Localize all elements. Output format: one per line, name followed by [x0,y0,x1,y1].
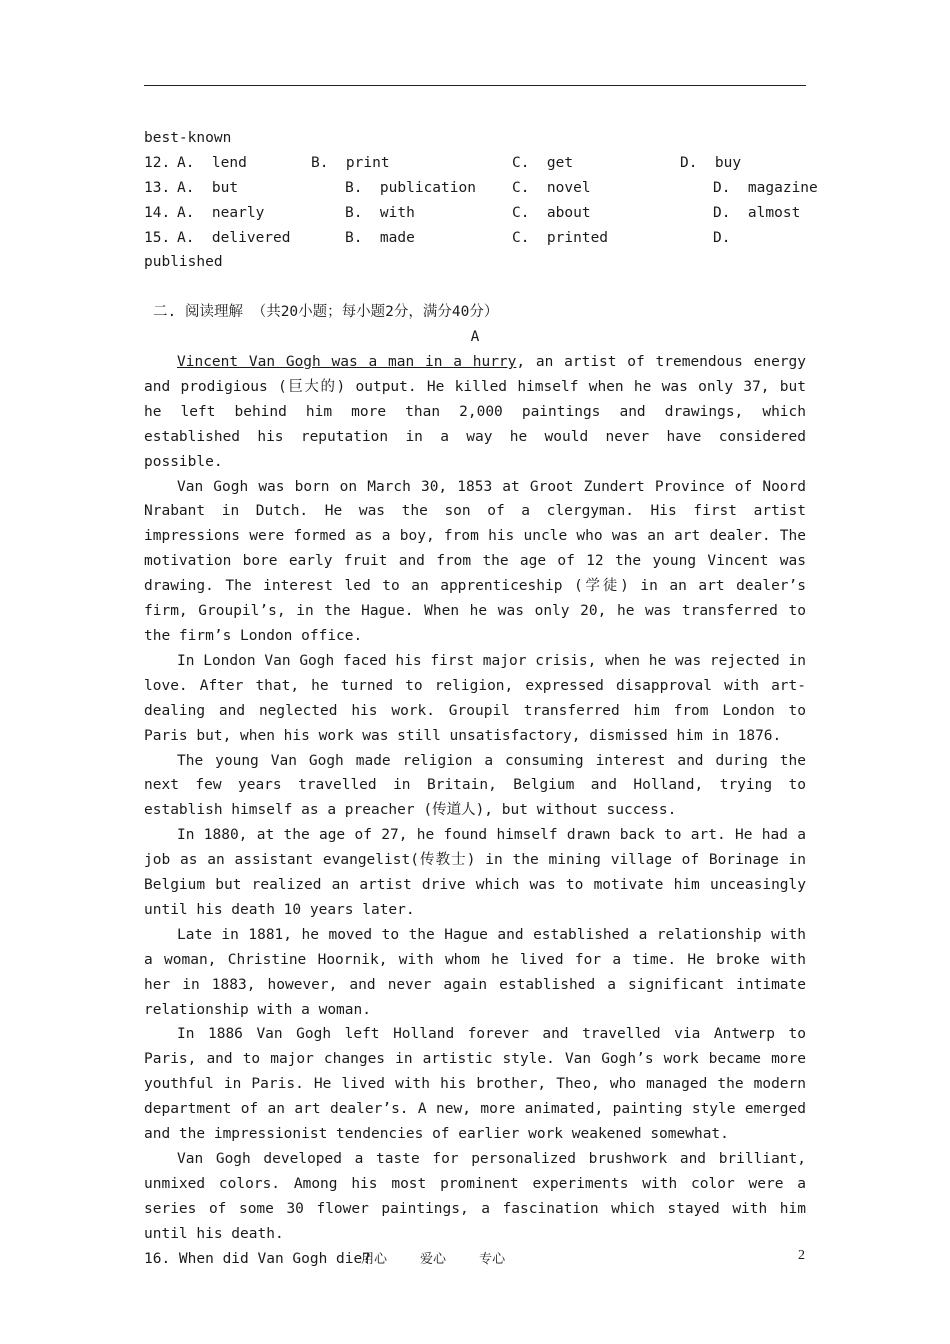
option-c: C. printed [512,229,609,246]
paragraph: Van Gogh was born on March 30, 1853 at Groot Zundert Province of Noord Nrabant in Dutch. He was the son of a clergyman. His first artist impressions were formed as a boy, from his uncle who was an art dealer. The motivation bore early fruit and from the age of 12 the young Vincent was drawing. The interest led to an apprenticeship (学徒) in an art dealer’s firm, Groupil’s, in the Hague. When he was only 20, he was transferred to the firm’s London office. [144,478,806,644]
paragraph: In 1886 Van Gogh left Holland forever and travelled via Antwerp to Paris, and to major changes in artistic style. Van Gogh’s work became more youthful in Paris. He lived with his brother, Theo, who managed the modern department of an art dealer’s. A new, more animated, painting style emerged and the impressionist tendencies of earlier work weakened somewhat. [144,1026,806,1143]
question-number: 13. [144,179,171,196]
paragraph: In 1880, at the age of 27, he found himself drawn back to art. He had a job as an assistant evangelist(传教士) in the mining village of Borinage in Belgium but realized an artist drive which was to motivate him unceasingly until his death 10 years later. [144,827,806,918]
option-c: C. novel [512,179,591,196]
option-a: A. nearly [177,204,265,221]
option-d: D. buy [680,154,742,171]
option-c: C. get [512,154,574,171]
option-b: B. with [345,204,415,221]
option-15-d-wrap: published [144,254,223,271]
question-number: 12. [144,154,171,171]
option-d: D. almost [713,204,801,221]
question-15-options [144,226,806,251]
option-b: B. publication [345,179,476,196]
carryover-word: best-known [144,130,232,146]
question-14-options [144,201,806,226]
underlined-phrase: Vincent Van Gogh was a man in a hurry [177,354,517,371]
question-12-options [144,151,806,176]
page-content [144,126,818,1272]
option-d: D. magazine [713,179,818,196]
page-number: 2 [798,1248,805,1263]
paragraph: Van Gogh developed a taste for personalized brushwork and brilliant, unmixed colors. Among his most prominent experiments with color were a series of some 30 flower paintings, a fascination which stayed with him until his death. [144,1151,806,1242]
question-16: 16. When did Van Gogh die? [144,1250,371,1267]
option-b: B. print [311,154,390,171]
option-b: B. made [345,229,415,246]
option-a: A. delivered [177,229,291,246]
option-a: A. lend [177,154,247,171]
question-number: 15. [144,229,171,246]
paragraph: The young Van Gogh made religion a consuming interest and during the next few years travelled in Britain, Belgium and Holland, trying to establish himself as a preacher (传道人), but without success. [144,752,806,819]
header-rule [144,85,806,86]
page-footer [0,1248,950,1268]
paragraph [144,350,806,475]
question-number: 14. [144,204,171,221]
footer-motto: 用心 爱心 专心 [361,1252,506,1267]
paragraph: In London Van Gogh faced his first major crisis, when he was rejected in love. After that, he turned to religion, expressed disapproval with art-dealing and neglected his work. Groupil transferred him from London to Paris but, when his work was still unsatisfactory, dismissed him in 1876. [144,652,806,744]
option-d: D. [713,229,731,246]
question-13-options [144,176,818,201]
option-c: C. about [512,204,591,221]
paragraph: Late in 1881, he moved to the Hague and established a relationship with a woman, Christine Hoornik, with whom he lived for a time. He broke with her in 1883, however, and never again established a significant intimate relationship with a woman. [144,926,806,1018]
section-heading: 二. 阅读理解 （共20小题；每小题2分，满分40分） [153,304,499,321]
passage-label: A [470,329,480,346]
paragraph-text: , an artist of tremendous energy and prodigious (巨大的) output. He killed himself when he was only 37, but he left behind him more than 2,000 paintings and drawings, which established his reputation in a way he would never have considered possible. [144,354,806,470]
option-a: A. but [177,179,239,196]
